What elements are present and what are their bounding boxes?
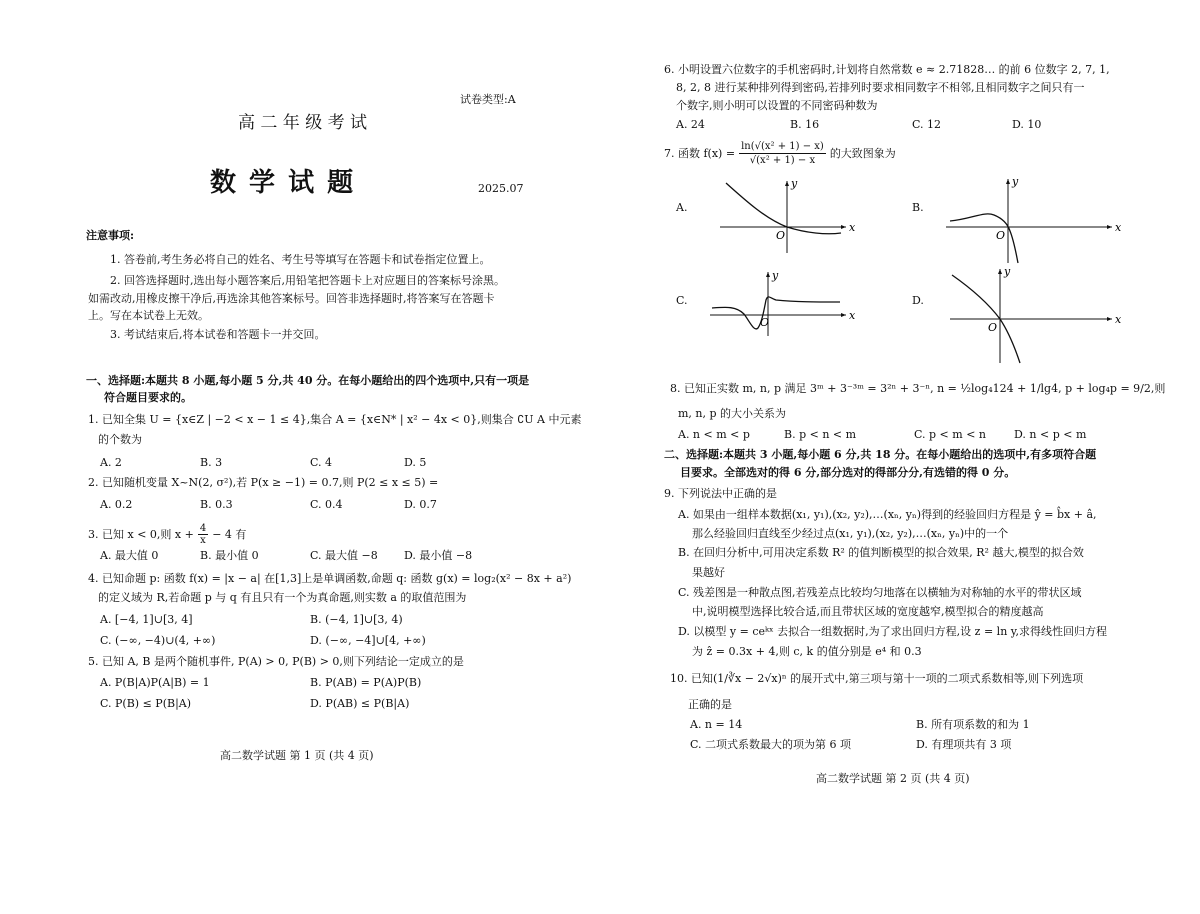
section1-heading-cont: 符合题目要求的。 (104, 391, 192, 404)
q9-option-d[interactable]: D. 以模型 y = ceᵏˣ 去拟合一组数据时,为了求出回归方程,设 z = ln y,求得线性回归方程 (678, 625, 1108, 638)
note-item: 2. 回答选择题时,选出每小题答案后,用铅笔把答题卡上对应题目的答案标号涂黑。 (110, 274, 505, 287)
x-axis-arrow (841, 225, 846, 229)
y-axis-label: y (772, 269, 779, 282)
question-7-stem (664, 140, 896, 167)
function-curve (726, 183, 841, 234)
y-axis-arrow (998, 269, 1002, 274)
q3-frac-den: x (200, 535, 206, 546)
question-1-stem: 1. 已知全集 U = {x∈Z | −2 < x − 1 ≤ 4},集合 A = {x∈N* | x² − 4x < 0},则集合 ∁U A 中元素 (88, 413, 582, 426)
q9-option-c-cont: 中,说明模型选择比较合适,而且带状区域的宽度越窄,模型拟合的精度越高 (692, 605, 1044, 618)
origin-label: O (988, 321, 998, 334)
x-axis-label: x (849, 221, 856, 234)
q3-suffix: − 4 有 (212, 527, 247, 541)
q3-option-c[interactable]: C. 最大值 −8 (310, 549, 378, 562)
q1-option-a[interactable]: A. 2 (100, 456, 122, 469)
question-10-stem-cont: 正确的是 (688, 698, 732, 711)
q4-option-c[interactable]: C. (−∞, −4)∪(4, +∞) (100, 634, 216, 647)
q3-frac-num: 4 (199, 523, 207, 534)
q2-option-d[interactable]: D. 0.7 (404, 498, 437, 511)
y-axis-label: y (1004, 265, 1011, 278)
q8-option-b[interactable]: B. p < n < m (784, 428, 857, 441)
exam-page-2 (600, 0, 1200, 914)
q1-option-b[interactable]: B. 3 (200, 456, 223, 469)
q7-prefix: 7. 函数 f(x) = (664, 146, 736, 160)
q7-fraction (739, 140, 826, 167)
section2-heading-cont: 目要求。全部选对的得 6 分,部分选对的得部分分,有选错的得 0 分。 (680, 466, 1016, 479)
q10-option-d[interactable]: D. 有理项共有 3 项 (916, 738, 1012, 751)
origin-label: O (760, 316, 770, 329)
q8-option-a[interactable]: A. n < m < p (678, 428, 750, 441)
q3-prefix: 3. 已知 x < 0,则 x + (88, 527, 194, 541)
origin-label: O (776, 229, 786, 242)
exam-type-label: 试卷类型:A (460, 93, 516, 106)
q3-option-a[interactable]: A. 最大值 0 (100, 549, 159, 562)
page-footer: 高二数学试题 第 2 页 (共 4 页) (816, 772, 970, 785)
q7-frac-num: ln(√(x² + 1) − x) (741, 141, 824, 152)
note-item: 3. 考试结束后,将本试卷和答题卡一并交回。 (110, 328, 326, 341)
q6-option-d[interactable]: D. 10 (1012, 118, 1042, 131)
q2-option-b[interactable]: B. 0.3 (200, 498, 233, 511)
q10-option-b[interactable]: B. 所有项系数的和为 1 (916, 718, 1030, 731)
x-axis-label: x (1115, 313, 1122, 326)
grade-title: 高 二 年 级 考 试 (238, 113, 368, 133)
question-6-stem-cont: 个数字,则小明可以设置的不同密码种数为 (676, 99, 878, 112)
q9-option-d-cont: 为 ẑ = 0.3x + 4,则 c, k 的值分别是 e⁴ 和 0.3 (692, 645, 922, 658)
question-8-stem: 8. 已知正实数 m, n, p 满足 3ᵐ + 3⁻³ᵐ = 3²ⁿ + 3⁻ⁿ, n = ½log₄124 + 1/lg4, p + log₄p = 9/2,则 (670, 382, 1166, 395)
q8-option-d[interactable]: D. n < p < m (1014, 428, 1087, 441)
notes-heading: 注意事项: (86, 229, 135, 242)
q7-graph-d-plot (932, 265, 1132, 365)
question-8-stem-cont: m, n, p 的大小关系为 (678, 407, 787, 420)
q7-graph-option-c[interactable] (676, 270, 936, 340)
q8-option-c[interactable]: C. p < m < n (914, 428, 986, 441)
q3-option-b[interactable]: B. 最小值 0 (200, 549, 259, 562)
question-4-stem: 4. 已知命题 p: 函数 f(x) = |x − a| 在[1,3]上是单调函数,命题 q: 函数 g(x) = log₂(x² − 8x + a²) (88, 572, 572, 585)
page-footer: 高二数学试题 第 1 页 (共 4 页) (220, 749, 374, 762)
q2-option-a[interactable]: A. 0.2 (100, 498, 133, 511)
q6-option-a[interactable]: A. 24 (676, 118, 705, 131)
q4-option-a[interactable]: A. [−4, 1]∪[3, 4] (100, 613, 193, 626)
q9-option-a[interactable]: A. 如果由一组样本数据(x₁, y₁),(x₂, y₂),…(xₙ, yₙ)得到的经验回归方程是 ŷ = b̂x + â, (678, 508, 1097, 521)
question-2-stem: 2. 已知随机变量 X~N(2, σ²),若 P(x ≥ −1) = 0.7,则 P(2 ≤ x ≤ 5) = (88, 476, 439, 489)
q7-suffix: 的大致图象为 (829, 146, 896, 160)
q9-option-b-cont: 果越好 (692, 566, 725, 579)
q5-option-d[interactable]: D. P(AB) ≤ P(B|A) (310, 697, 410, 710)
q6-option-c[interactable]: C. 12 (912, 118, 942, 131)
x-axis-arrow (1107, 225, 1112, 229)
q10-option-a[interactable]: A. n = 14 (690, 718, 743, 731)
q7-graph-a-plot (696, 175, 876, 255)
question-1-stem-cont: 的个数为 (98, 433, 142, 446)
q3-fraction (198, 523, 208, 546)
question-6-stem-cont: 8, 2, 8 进行某种排列得到密码,若排列时要求相同数字不相邻,且相同数字之间只有一 (676, 81, 1085, 94)
q7-graph-b-label: B. (912, 201, 924, 214)
x-axis-arrow (1107, 317, 1112, 321)
q9-option-b[interactable]: B. 在回归分析中,可用决定系数 R² 的值判断模型的拟合效果, R² 越大,模型的拟合效 (678, 546, 1084, 559)
question-10-stem: 10. 已知(1/∛x − 2√x)ⁿ 的展开式中,第三项与第十一项的二项式系数相等,则下列选项 (670, 672, 1084, 685)
q4-option-d[interactable]: D. (−∞, −4]∪[4, +∞) (310, 634, 426, 647)
question-6-stem: 6. 小明设置六位数字的手机密码时,计划将自然常数 e ≈ 2.71828… 的前 6 位数字 2, 7, 1, (664, 63, 1110, 76)
section1-heading: 一、选择题:本题共 8 小题,每小题 5 分,共 40 分。在每小题给出的四个选项中,只有一项是 (86, 374, 530, 387)
q7-graph-b-plot (932, 175, 1132, 265)
question-9-stem: 9. 下列说法中正确的是 (664, 487, 777, 500)
x-axis-arrow (841, 313, 846, 317)
q4-option-b[interactable]: B. (−4, 1]∪[3, 4) (310, 613, 403, 626)
y-axis-arrow (766, 272, 770, 277)
origin-label: O (996, 229, 1006, 242)
q1-option-c[interactable]: C. 4 (310, 456, 333, 469)
q2-option-c[interactable]: C. 0.4 (310, 498, 343, 511)
q9-option-a-cont: 那么经验回归直线至少经过点(x₁, y₁),(x₂, y₂),…(xₙ, yₙ)中的一个 (692, 527, 1009, 540)
function-curve (712, 297, 840, 329)
q5-option-b[interactable]: B. P(AB) = P(A)P(B) (310, 676, 422, 689)
q5-option-c[interactable]: C. P(B) ≤ P(B|A) (100, 697, 192, 710)
question-5-stem: 5. 已知 A, B 是两个随机事件, P(A) > 0, P(B) > 0,则下列结论一定成立的是 (88, 655, 464, 668)
q7-graph-option-d[interactable] (912, 265, 1172, 365)
exam-date: 2025.07 (478, 182, 524, 195)
q6-option-b[interactable]: B. 16 (790, 118, 820, 131)
note-item: 如需改动,用橡皮擦干净后,再选涂其他答案标号。回答非选择题时,将答案写在答题卡 (88, 292, 495, 305)
q3-option-d[interactable]: D. 最小值 −8 (404, 549, 473, 562)
q9-option-c[interactable]: C. 残差图是一种散点图,若残差点比较均匀地落在以横轴为对称轴的水平的带状区域 (678, 586, 1082, 599)
q7-graph-c-plot (696, 270, 876, 340)
question-3-stem (88, 523, 246, 546)
y-axis-arrow (785, 181, 789, 186)
y-axis-arrow (1006, 179, 1010, 184)
q7-graph-a-label: A. (676, 201, 688, 214)
q7-graph-c-label: C. (676, 294, 688, 307)
y-axis-label: y (791, 177, 798, 190)
q10-option-c[interactable]: C. 二项式系数最大的项为第 6 项 (690, 738, 852, 751)
x-axis-label: x (1115, 221, 1122, 234)
y-axis-label: y (1012, 175, 1019, 188)
q7-graph-option-b[interactable] (912, 175, 1172, 265)
main-title: 数 学 试 题 (210, 168, 356, 198)
q5-option-a[interactable]: A. P(B|A)P(A|B) = 1 (100, 676, 210, 689)
question-4-stem-cont: 的定义域为 R,若命题 p 与 q 有且只有一个为真命题,则实数 a 的取值范围为 (98, 591, 467, 604)
q1-option-d[interactable]: D. 5 (404, 456, 427, 469)
q7-graph-option-a[interactable] (676, 175, 936, 255)
x-axis-label: x (849, 309, 856, 322)
section2-heading: 二、选择题:本题共 3 小题,每小题 6 分,共 18 分。在每小题给出的选项中,有多项符合题 (664, 448, 1097, 461)
note-item: 上。写在本试卷上无效。 (88, 309, 209, 322)
q7-graph-d-label: D. (912, 294, 924, 307)
q7-frac-den: √(x² + 1) − x (749, 155, 816, 166)
note-item: 1. 答卷前,考生务必将自己的姓名、考生号等填写在答题卡和试卷指定位置上。 (110, 253, 491, 266)
